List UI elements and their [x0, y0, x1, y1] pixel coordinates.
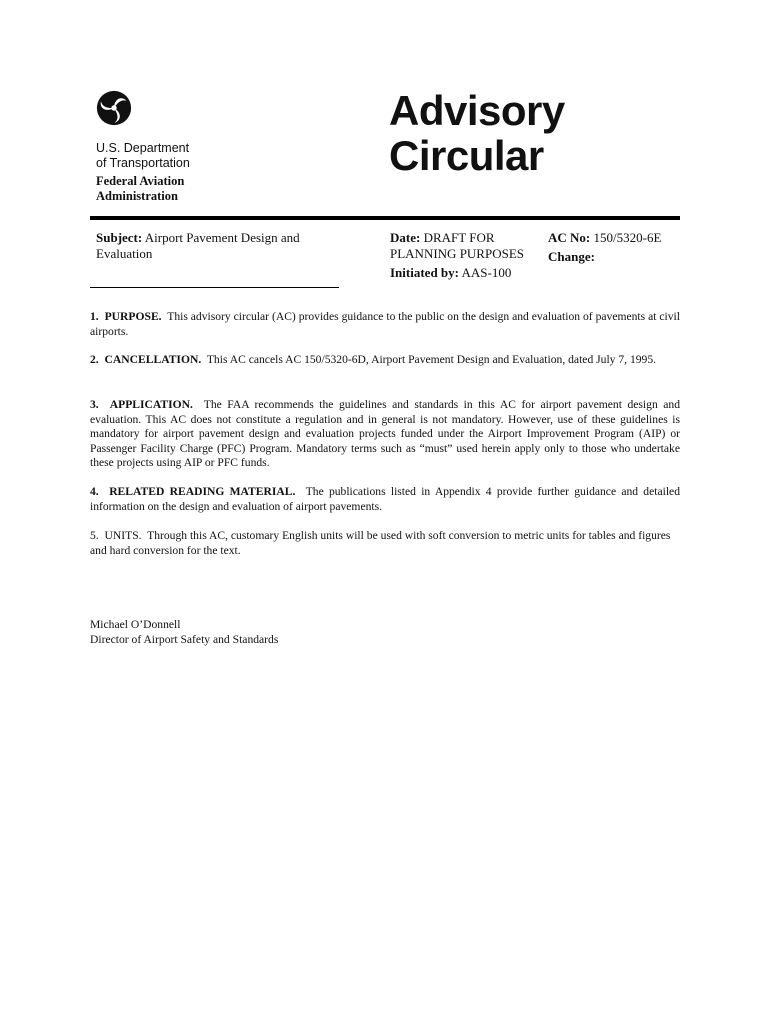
- title-line-2: Circular: [389, 132, 544, 179]
- header-divider: [90, 216, 680, 220]
- agency-line-1: Federal Aviation: [96, 174, 185, 188]
- ac-no-value: 150/5320-6E: [593, 230, 662, 245]
- date-label: Date:: [390, 230, 421, 245]
- department-line-2: of Transportation: [96, 156, 190, 170]
- section-text: Through this AC, customary English units will be used with soft conversion to metric units for tables and figures and hard conversion for the text.: [90, 529, 671, 557]
- section-number: 5.: [90, 529, 99, 542]
- section-purpose: [90, 310, 680, 339]
- section-application: [90, 398, 680, 471]
- section-heading: RELATED READING MATERIAL.: [109, 485, 296, 498]
- date-value: DRAFT FOR PLANNING PURPOSES: [390, 230, 524, 261]
- section-number: 2.: [90, 353, 99, 366]
- section-text: This AC cancels AC 150/5320-6D, Airport Pavement Design and Evaluation, dated July 7, 1995.: [206, 353, 657, 366]
- section-related-reading: [90, 485, 680, 514]
- section-heading: UNITS.: [104, 529, 142, 542]
- subject-underline: [90, 287, 339, 288]
- date-block: [390, 230, 540, 281]
- section-cancellation: [90, 353, 680, 368]
- title-line-1: Advisory: [389, 87, 565, 134]
- subject-block: [96, 230, 336, 262]
- department-name: [96, 141, 190, 171]
- initiated-by-value: AAS-100: [461, 265, 512, 280]
- section-units: [90, 529, 680, 558]
- section-number: 3.: [90, 398, 99, 411]
- subject-label: Subject:: [96, 230, 143, 245]
- ac-no-label: AC No:: [548, 230, 591, 245]
- agency-name: [96, 174, 184, 204]
- section-number: 4.: [90, 485, 99, 498]
- signer-name: Michael O’Donnell: [90, 618, 181, 631]
- ac-number-block: [548, 230, 661, 265]
- section-text: The publications listed in Appendix 4 provide further guidance and detailed information on the design and evaluation of airport pavements.: [90, 485, 681, 513]
- signer-title: Director of Airport Safety and Standards: [90, 633, 279, 646]
- change-label: Change:: [548, 249, 595, 264]
- dot-triskelion-logo-icon: [96, 90, 132, 126]
- section-heading: PURPOSE.: [104, 310, 162, 323]
- initiated-by-label: Initiated by:: [390, 265, 459, 280]
- signature-block: [90, 617, 278, 647]
- subject-value: Airport Pavement Design and Evaluation: [96, 230, 300, 261]
- section-number: 1.: [90, 310, 99, 323]
- section-heading: CANCELLATION.: [104, 353, 202, 366]
- department-line-1: U.S. Department: [96, 141, 190, 155]
- section-text: The FAA recommends the guidelines and standards in this AC for airport pavement design and evaluation. This AC does not constitute a regulation and in general is not mandatory. However, use of these guidelines is mandatory for airport pavement design and evaluation projects funded under the Airport Improvement Program (AIP) or Passenger Facility Charge (PFC) Program. Mandatory terms such as “must” used herein apply only to those who undertake these projects using AIP or PFC funds.: [90, 398, 680, 470]
- agency-line-2: Administration: [96, 189, 178, 203]
- section-heading: APPLICATION.: [109, 398, 193, 411]
- section-text: This advisory circular (AC) provides guidance to the public on the design and evaluation of pavements at civil airports.: [90, 310, 680, 338]
- document-title: [389, 88, 565, 178]
